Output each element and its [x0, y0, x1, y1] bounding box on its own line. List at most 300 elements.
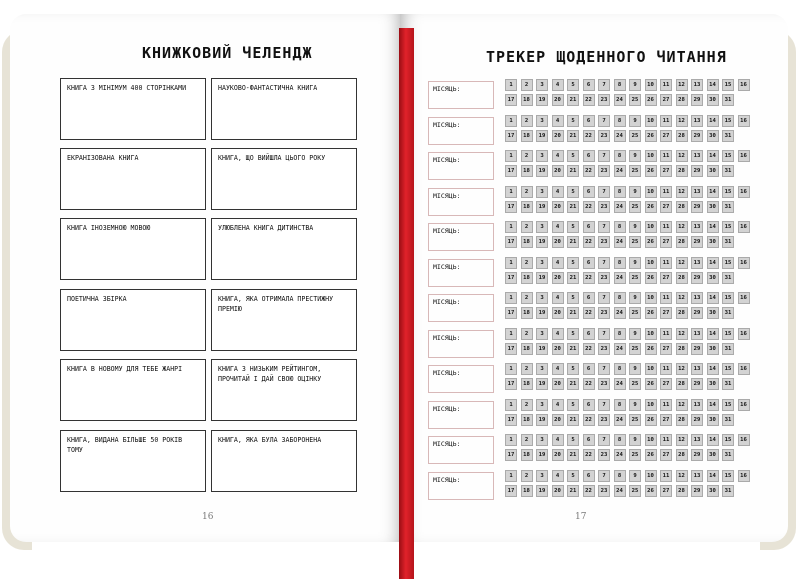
day-cell[interactable]: 17 [505, 414, 517, 426]
day-cell[interactable]: 29 [691, 485, 703, 497]
day-cell[interactable]: 8 [614, 115, 626, 127]
day-cell[interactable]: 8 [614, 328, 626, 340]
day-cell[interactable]: 7 [598, 292, 610, 304]
day-cell[interactable]: 25 [629, 449, 641, 461]
day-cell[interactable]: 18 [521, 343, 533, 355]
day-cell[interactable]: 8 [614, 257, 626, 269]
day-cell[interactable]: 31 [722, 236, 734, 248]
day-cell[interactable]: 20 [552, 343, 564, 355]
day-cell[interactable]: 1 [505, 186, 517, 198]
day-cell[interactable]: 14 [707, 221, 719, 233]
day-cell[interactable]: 10 [645, 150, 657, 162]
day-cell[interactable]: 2 [521, 470, 533, 482]
day-cell[interactable]: 19 [536, 343, 548, 355]
day-cell[interactable]: 18 [521, 378, 533, 390]
day-cell[interactable]: 13 [691, 363, 703, 375]
day-cell[interactable]: 31 [722, 94, 734, 106]
day-cell[interactable]: 16 [738, 292, 750, 304]
day-cell[interactable]: 25 [629, 272, 641, 284]
day-cell[interactable]: 13 [691, 257, 703, 269]
day-cell[interactable]: 27 [660, 449, 672, 461]
day-cell[interactable]: 6 [583, 292, 595, 304]
day-cell[interactable]: 20 [552, 165, 564, 177]
day-cell[interactable]: 4 [552, 115, 564, 127]
day-cell[interactable]: 1 [505, 328, 517, 340]
day-cell[interactable]: 16 [738, 434, 750, 446]
day-cell[interactable]: 20 [552, 307, 564, 319]
day-cell[interactable]: 11 [660, 292, 672, 304]
challenge-box[interactable]: КНИГА, ВИДАНА БІЛЬШЕ 50 РОКІВ ТОМУ [60, 430, 206, 492]
day-cell[interactable]: 18 [521, 449, 533, 461]
day-cell[interactable]: 20 [552, 414, 564, 426]
day-cell[interactable]: 8 [614, 470, 626, 482]
day-cell[interactable]: 19 [536, 236, 548, 248]
day-cell[interactable]: 20 [552, 378, 564, 390]
day-cell[interactable]: 15 [722, 186, 734, 198]
day-cell[interactable]: 18 [521, 94, 533, 106]
day-cell[interactable]: 15 [722, 292, 734, 304]
day-cell[interactable]: 22 [583, 236, 595, 248]
day-cell[interactable]: 22 [583, 307, 595, 319]
day-cell[interactable]: 12 [676, 221, 688, 233]
day-cell[interactable]: 27 [660, 201, 672, 213]
day-cell[interactable]: 20 [552, 449, 564, 461]
month-field[interactable]: МІСЯЦЬ: [428, 117, 494, 145]
day-cell[interactable]: 9 [629, 150, 641, 162]
day-cell[interactable]: 14 [707, 363, 719, 375]
day-cell[interactable]: 30 [707, 307, 719, 319]
day-cell[interactable]: 11 [660, 221, 672, 233]
day-cell[interactable]: 29 [691, 165, 703, 177]
day-cell[interactable]: 29 [691, 449, 703, 461]
day-cell[interactable]: 11 [660, 79, 672, 91]
day-cell[interactable]: 17 [505, 343, 517, 355]
day-cell[interactable]: 22 [583, 130, 595, 142]
day-cell[interactable]: 26 [645, 130, 657, 142]
day-cell[interactable]: 28 [676, 449, 688, 461]
day-cell[interactable]: 10 [645, 470, 657, 482]
day-cell[interactable]: 12 [676, 328, 688, 340]
day-cell[interactable]: 29 [691, 343, 703, 355]
day-cell[interactable]: 28 [676, 414, 688, 426]
day-cell[interactable]: 8 [614, 186, 626, 198]
day-cell[interactable]: 18 [521, 414, 533, 426]
day-cell[interactable]: 4 [552, 470, 564, 482]
day-cell[interactable]: 12 [676, 257, 688, 269]
day-cell[interactable]: 24 [614, 130, 626, 142]
day-cell[interactable]: 20 [552, 130, 564, 142]
day-cell[interactable]: 16 [738, 221, 750, 233]
day-cell[interactable]: 30 [707, 130, 719, 142]
day-cell[interactable]: 18 [521, 307, 533, 319]
day-cell[interactable]: 12 [676, 399, 688, 411]
day-cell[interactable]: 27 [660, 343, 672, 355]
day-cell[interactable]: 2 [521, 292, 533, 304]
day-cell[interactable]: 26 [645, 165, 657, 177]
day-cell[interactable]: 5 [567, 470, 579, 482]
day-cell[interactable]: 5 [567, 434, 579, 446]
day-cell[interactable]: 4 [552, 257, 564, 269]
day-cell[interactable]: 3 [536, 150, 548, 162]
day-cell[interactable]: 18 [521, 130, 533, 142]
day-cell[interactable]: 7 [598, 221, 610, 233]
day-cell[interactable]: 16 [738, 399, 750, 411]
day-cell[interactable]: 14 [707, 328, 719, 340]
day-cell[interactable]: 23 [598, 378, 610, 390]
month-field[interactable]: МІСЯЦЬ: [428, 188, 494, 216]
day-cell[interactable]: 9 [629, 363, 641, 375]
day-cell[interactable]: 25 [629, 94, 641, 106]
day-cell[interactable]: 22 [583, 165, 595, 177]
day-cell[interactable]: 23 [598, 272, 610, 284]
day-cell[interactable]: 6 [583, 363, 595, 375]
day-cell[interactable]: 16 [738, 363, 750, 375]
day-cell[interactable]: 12 [676, 186, 688, 198]
day-cell[interactable]: 22 [583, 272, 595, 284]
day-cell[interactable]: 10 [645, 434, 657, 446]
day-cell[interactable]: 20 [552, 236, 564, 248]
month-field[interactable]: МІСЯЦЬ: [428, 223, 494, 251]
day-cell[interactable]: 26 [645, 485, 657, 497]
day-cell[interactable]: 26 [645, 343, 657, 355]
day-cell[interactable]: 7 [598, 115, 610, 127]
day-cell[interactable]: 12 [676, 150, 688, 162]
day-cell[interactable]: 25 [629, 236, 641, 248]
day-cell[interactable]: 3 [536, 186, 548, 198]
day-cell[interactable]: 4 [552, 328, 564, 340]
day-cell[interactable]: 11 [660, 257, 672, 269]
day-cell[interactable]: 15 [722, 470, 734, 482]
day-cell[interactable]: 17 [505, 272, 517, 284]
day-cell[interactable]: 23 [598, 165, 610, 177]
day-cell[interactable]: 7 [598, 434, 610, 446]
day-cell[interactable]: 8 [614, 221, 626, 233]
day-cell[interactable]: 10 [645, 221, 657, 233]
day-cell[interactable]: 23 [598, 485, 610, 497]
day-cell[interactable]: 30 [707, 343, 719, 355]
day-cell[interactable]: 3 [536, 328, 548, 340]
day-cell[interactable]: 24 [614, 94, 626, 106]
day-cell[interactable]: 25 [629, 307, 641, 319]
day-cell[interactable]: 9 [629, 79, 641, 91]
day-cell[interactable]: 24 [614, 414, 626, 426]
day-cell[interactable]: 17 [505, 201, 517, 213]
day-cell[interactable]: 7 [598, 470, 610, 482]
day-cell[interactable]: 23 [598, 94, 610, 106]
day-cell[interactable]: 30 [707, 272, 719, 284]
day-cell[interactable]: 30 [707, 165, 719, 177]
day-cell[interactable]: 16 [738, 328, 750, 340]
day-cell[interactable]: 25 [629, 414, 641, 426]
day-cell[interactable]: 24 [614, 449, 626, 461]
day-cell[interactable]: 10 [645, 115, 657, 127]
day-cell[interactable]: 2 [521, 399, 533, 411]
day-cell[interactable]: 23 [598, 449, 610, 461]
day-cell[interactable]: 12 [676, 363, 688, 375]
day-cell[interactable]: 26 [645, 94, 657, 106]
day-cell[interactable]: 27 [660, 94, 672, 106]
day-cell[interactable]: 11 [660, 328, 672, 340]
day-cell[interactable]: 1 [505, 470, 517, 482]
day-cell[interactable]: 6 [583, 79, 595, 91]
day-cell[interactable]: 21 [567, 94, 579, 106]
day-cell[interactable]: 6 [583, 186, 595, 198]
day-cell[interactable]: 22 [583, 94, 595, 106]
day-cell[interactable]: 19 [536, 449, 548, 461]
day-cell[interactable]: 11 [660, 470, 672, 482]
day-cell[interactable]: 8 [614, 79, 626, 91]
day-cell[interactable]: 26 [645, 307, 657, 319]
day-cell[interactable]: 7 [598, 328, 610, 340]
day-cell[interactable]: 3 [536, 221, 548, 233]
challenge-box[interactable]: КНИГА, ЩО ВИЙШЛА ЦЬОГО РОКУ [211, 148, 357, 210]
month-field[interactable]: МІСЯЦЬ: [428, 472, 494, 500]
day-cell[interactable]: 24 [614, 307, 626, 319]
month-field[interactable]: МІСЯЦЬ: [428, 401, 494, 429]
day-cell[interactable]: 18 [521, 165, 533, 177]
day-cell[interactable]: 6 [583, 257, 595, 269]
day-cell[interactable]: 21 [567, 236, 579, 248]
day-cell[interactable]: 11 [660, 434, 672, 446]
day-cell[interactable]: 17 [505, 130, 517, 142]
day-cell[interactable]: 4 [552, 399, 564, 411]
day-cell[interactable]: 27 [660, 130, 672, 142]
day-cell[interactable]: 2 [521, 79, 533, 91]
day-cell[interactable]: 10 [645, 399, 657, 411]
day-cell[interactable]: 29 [691, 236, 703, 248]
day-cell[interactable]: 12 [676, 292, 688, 304]
day-cell[interactable]: 21 [567, 201, 579, 213]
day-cell[interactable]: 21 [567, 130, 579, 142]
day-cell[interactable]: 25 [629, 343, 641, 355]
day-cell[interactable]: 6 [583, 470, 595, 482]
day-cell[interactable]: 24 [614, 272, 626, 284]
day-cell[interactable]: 31 [722, 201, 734, 213]
day-cell[interactable]: 25 [629, 485, 641, 497]
day-cell[interactable]: 27 [660, 485, 672, 497]
day-cell[interactable]: 14 [707, 399, 719, 411]
day-cell[interactable]: 15 [722, 434, 734, 446]
day-cell[interactable]: 11 [660, 186, 672, 198]
day-cell[interactable]: 5 [567, 399, 579, 411]
day-cell[interactable]: 5 [567, 328, 579, 340]
day-cell[interactable]: 30 [707, 485, 719, 497]
day-cell[interactable]: 22 [583, 378, 595, 390]
day-cell[interactable]: 14 [707, 186, 719, 198]
day-cell[interactable]: 12 [676, 470, 688, 482]
month-field[interactable]: МІСЯЦЬ: [428, 259, 494, 287]
day-cell[interactable]: 8 [614, 363, 626, 375]
day-cell[interactable]: 19 [536, 130, 548, 142]
day-cell[interactable]: 22 [583, 449, 595, 461]
day-cell[interactable]: 31 [722, 449, 734, 461]
day-cell[interactable]: 14 [707, 434, 719, 446]
month-field[interactable]: МІСЯЦЬ: [428, 81, 494, 109]
day-cell[interactable]: 16 [738, 186, 750, 198]
day-cell[interactable]: 2 [521, 328, 533, 340]
day-cell[interactable]: 24 [614, 236, 626, 248]
day-cell[interactable]: 19 [536, 165, 548, 177]
day-cell[interactable]: 1 [505, 115, 517, 127]
day-cell[interactable]: 16 [738, 150, 750, 162]
day-cell[interactable]: 20 [552, 485, 564, 497]
day-cell[interactable]: 31 [722, 165, 734, 177]
day-cell[interactable]: 25 [629, 130, 641, 142]
day-cell[interactable]: 28 [676, 378, 688, 390]
day-cell[interactable]: 31 [722, 130, 734, 142]
day-cell[interactable]: 14 [707, 292, 719, 304]
day-cell[interactable]: 27 [660, 272, 672, 284]
day-cell[interactable]: 9 [629, 292, 641, 304]
day-cell[interactable]: 22 [583, 201, 595, 213]
day-cell[interactable]: 2 [521, 150, 533, 162]
day-cell[interactable]: 19 [536, 485, 548, 497]
day-cell[interactable]: 13 [691, 434, 703, 446]
month-field[interactable]: МІСЯЦЬ: [428, 330, 494, 358]
day-cell[interactable]: 28 [676, 94, 688, 106]
day-cell[interactable]: 25 [629, 165, 641, 177]
day-cell[interactable]: 8 [614, 150, 626, 162]
day-cell[interactable]: 11 [660, 150, 672, 162]
challenge-box[interactable]: КНИГА З НИЗЬКИМ РЕЙТИНГОМ, ПРОЧИТАЙ І ДАЙ СВОЮ ОЦІНКУ [211, 359, 357, 421]
day-cell[interactable]: 19 [536, 201, 548, 213]
challenge-box[interactable]: КНИГА ІНОЗЕМНОЮ МОВОЮ [60, 218, 206, 280]
day-cell[interactable]: 28 [676, 307, 688, 319]
day-cell[interactable]: 7 [598, 186, 610, 198]
day-cell[interactable]: 17 [505, 378, 517, 390]
day-cell[interactable]: 20 [552, 272, 564, 284]
day-cell[interactable]: 3 [536, 470, 548, 482]
day-cell[interactable]: 15 [722, 150, 734, 162]
day-cell[interactable]: 5 [567, 363, 579, 375]
day-cell[interactable]: 29 [691, 201, 703, 213]
day-cell[interactable]: 17 [505, 485, 517, 497]
day-cell[interactable]: 7 [598, 399, 610, 411]
day-cell[interactable]: 10 [645, 363, 657, 375]
day-cell[interactable]: 6 [583, 115, 595, 127]
day-cell[interactable]: 6 [583, 150, 595, 162]
day-cell[interactable]: 28 [676, 165, 688, 177]
day-cell[interactable]: 24 [614, 343, 626, 355]
day-cell[interactable]: 2 [521, 363, 533, 375]
day-cell[interactable]: 13 [691, 470, 703, 482]
day-cell[interactable]: 17 [505, 165, 517, 177]
day-cell[interactable]: 30 [707, 414, 719, 426]
day-cell[interactable]: 4 [552, 363, 564, 375]
day-cell[interactable]: 3 [536, 79, 548, 91]
day-cell[interactable]: 15 [722, 363, 734, 375]
day-cell[interactable]: 7 [598, 363, 610, 375]
day-cell[interactable]: 3 [536, 115, 548, 127]
day-cell[interactable]: 29 [691, 414, 703, 426]
day-cell[interactable]: 14 [707, 150, 719, 162]
day-cell[interactable]: 17 [505, 307, 517, 319]
day-cell[interactable]: 9 [629, 328, 641, 340]
day-cell[interactable]: 30 [707, 378, 719, 390]
day-cell[interactable]: 5 [567, 257, 579, 269]
day-cell[interactable]: 2 [521, 115, 533, 127]
day-cell[interactable]: 23 [598, 307, 610, 319]
month-field[interactable]: МІСЯЦЬ: [428, 152, 494, 180]
day-cell[interactable]: 8 [614, 292, 626, 304]
day-cell[interactable]: 10 [645, 186, 657, 198]
day-cell[interactable]: 10 [645, 292, 657, 304]
day-cell[interactable]: 16 [738, 470, 750, 482]
day-cell[interactable]: 22 [583, 343, 595, 355]
day-cell[interactable]: 26 [645, 272, 657, 284]
day-cell[interactable]: 9 [629, 221, 641, 233]
day-cell[interactable]: 9 [629, 470, 641, 482]
day-cell[interactable]: 16 [738, 115, 750, 127]
day-cell[interactable]: 4 [552, 150, 564, 162]
day-cell[interactable]: 21 [567, 272, 579, 284]
day-cell[interactable]: 2 [521, 434, 533, 446]
day-cell[interactable]: 1 [505, 79, 517, 91]
day-cell[interactable]: 13 [691, 292, 703, 304]
day-cell[interactable]: 31 [722, 485, 734, 497]
day-cell[interactable]: 27 [660, 414, 672, 426]
day-cell[interactable]: 13 [691, 186, 703, 198]
day-cell[interactable]: 14 [707, 257, 719, 269]
day-cell[interactable]: 8 [614, 399, 626, 411]
day-cell[interactable]: 15 [722, 221, 734, 233]
day-cell[interactable]: 1 [505, 292, 517, 304]
day-cell[interactable]: 17 [505, 449, 517, 461]
day-cell[interactable]: 26 [645, 378, 657, 390]
day-cell[interactable]: 26 [645, 449, 657, 461]
day-cell[interactable]: 9 [629, 399, 641, 411]
day-cell[interactable]: 15 [722, 79, 734, 91]
day-cell[interactable]: 1 [505, 363, 517, 375]
challenge-box[interactable]: ПОЕТИЧНА ЗБІРКА [60, 289, 206, 351]
day-cell[interactable]: 21 [567, 307, 579, 319]
day-cell[interactable]: 3 [536, 257, 548, 269]
day-cell[interactable]: 3 [536, 399, 548, 411]
day-cell[interactable]: 19 [536, 94, 548, 106]
challenge-box[interactable]: ЕКРАНІЗОВАНА КНИГА [60, 148, 206, 210]
day-cell[interactable]: 2 [521, 186, 533, 198]
day-cell[interactable]: 7 [598, 79, 610, 91]
day-cell[interactable]: 1 [505, 434, 517, 446]
day-cell[interactable]: 27 [660, 307, 672, 319]
day-cell[interactable]: 9 [629, 257, 641, 269]
day-cell[interactable]: 10 [645, 257, 657, 269]
month-field[interactable]: МІСЯЦЬ: [428, 436, 494, 464]
day-cell[interactable]: 5 [567, 79, 579, 91]
day-cell[interactable]: 30 [707, 94, 719, 106]
day-cell[interactable]: 24 [614, 378, 626, 390]
day-cell[interactable]: 24 [614, 485, 626, 497]
day-cell[interactable]: 21 [567, 378, 579, 390]
day-cell[interactable]: 4 [552, 434, 564, 446]
day-cell[interactable]: 15 [722, 328, 734, 340]
day-cell[interactable]: 18 [521, 201, 533, 213]
day-cell[interactable]: 21 [567, 414, 579, 426]
day-cell[interactable]: 26 [645, 414, 657, 426]
day-cell[interactable]: 15 [722, 399, 734, 411]
day-cell[interactable]: 23 [598, 414, 610, 426]
day-cell[interactable]: 21 [567, 449, 579, 461]
day-cell[interactable]: 28 [676, 236, 688, 248]
day-cell[interactable]: 6 [583, 399, 595, 411]
day-cell[interactable]: 8 [614, 434, 626, 446]
day-cell[interactable]: 25 [629, 201, 641, 213]
day-cell[interactable]: 13 [691, 115, 703, 127]
day-cell[interactable]: 20 [552, 201, 564, 213]
day-cell[interactable]: 26 [645, 201, 657, 213]
day-cell[interactable]: 31 [722, 414, 734, 426]
day-cell[interactable]: 13 [691, 221, 703, 233]
